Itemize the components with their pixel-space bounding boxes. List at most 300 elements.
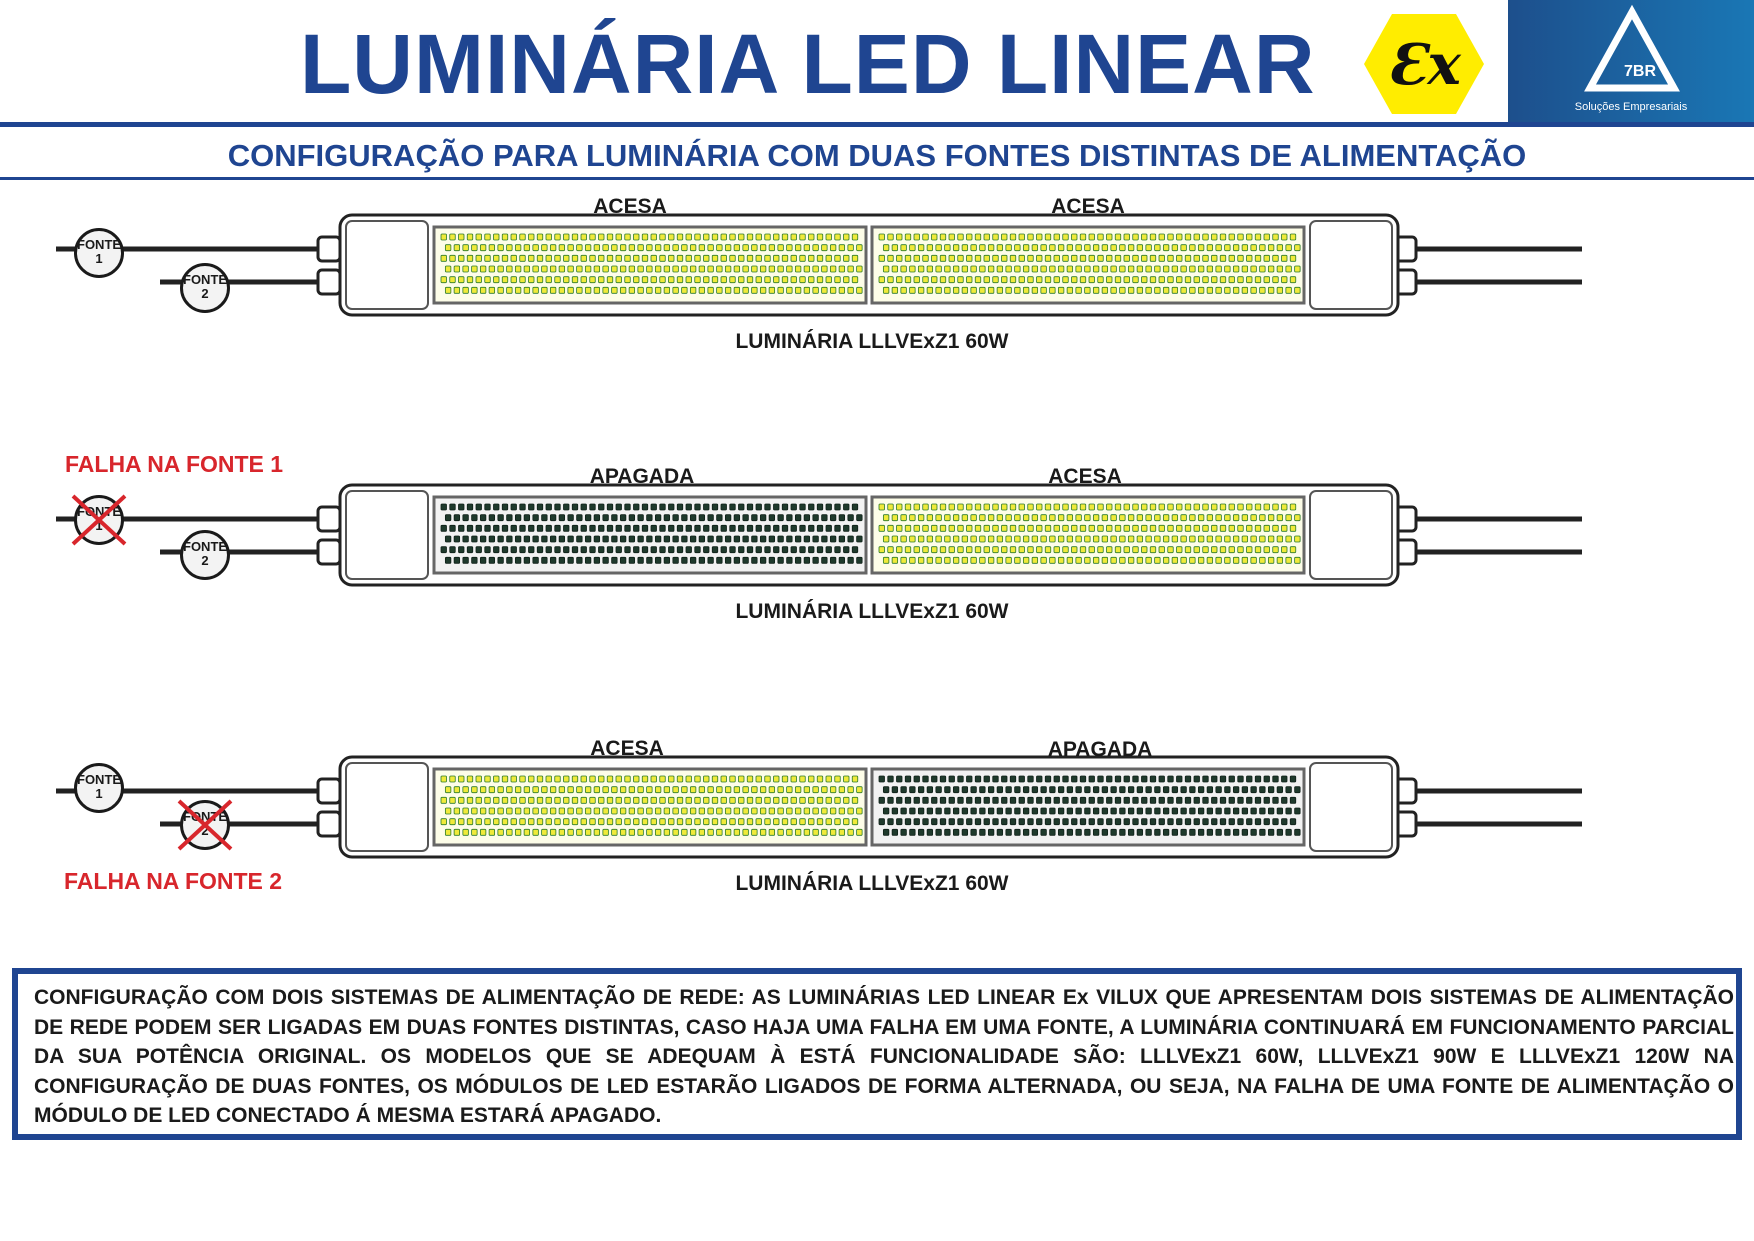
led-chip-icon bbox=[892, 557, 898, 563]
led-chip-icon bbox=[1194, 255, 1200, 261]
led-chip-icon bbox=[809, 547, 815, 553]
led-chip-icon bbox=[945, 557, 951, 563]
led-chip-icon bbox=[1181, 287, 1187, 293]
led-chip-icon bbox=[651, 547, 657, 553]
led-chip-icon bbox=[647, 536, 653, 542]
led-chip-icon bbox=[1260, 808, 1266, 814]
led-chip-icon bbox=[454, 829, 460, 835]
led-chip-icon bbox=[967, 547, 973, 553]
led-chip-icon bbox=[555, 776, 561, 782]
led-chip-icon bbox=[459, 525, 465, 531]
led-chip-icon bbox=[476, 255, 482, 261]
led-chip-icon bbox=[923, 797, 929, 803]
led-chip-icon bbox=[752, 245, 758, 251]
led-chip-icon bbox=[800, 234, 806, 240]
led-chip-icon bbox=[450, 797, 456, 803]
led-chip-icon bbox=[550, 536, 556, 542]
led-chip-icon bbox=[962, 536, 968, 542]
led-chip-icon bbox=[607, 525, 613, 531]
led-chip-icon bbox=[704, 797, 710, 803]
led-chip-icon bbox=[485, 525, 491, 531]
led-chip-icon bbox=[524, 787, 530, 793]
led-chip-icon bbox=[1247, 525, 1253, 531]
led-chip-icon bbox=[839, 287, 845, 293]
led-chip-icon bbox=[1277, 536, 1283, 542]
led-chip-icon bbox=[712, 547, 718, 553]
led-chip-icon bbox=[1177, 797, 1183, 803]
led-chip-icon bbox=[1177, 547, 1183, 553]
led-chip-icon bbox=[629, 829, 635, 835]
led-chip-icon bbox=[642, 776, 648, 782]
led-chip-icon bbox=[897, 277, 903, 283]
led-chip-icon bbox=[673, 557, 679, 563]
led-chip-icon bbox=[1229, 797, 1235, 803]
led-chip-icon bbox=[507, 266, 513, 272]
led-chip-icon bbox=[1115, 547, 1121, 553]
led-chip-icon bbox=[704, 525, 710, 531]
led-chip-icon bbox=[625, 776, 631, 782]
led-chip-icon bbox=[1295, 808, 1301, 814]
led-chip-icon bbox=[594, 287, 600, 293]
led-chip-icon bbox=[830, 287, 836, 293]
led-chip-icon bbox=[581, 819, 587, 825]
led-chip-icon bbox=[699, 557, 705, 563]
led-chip-icon bbox=[1037, 776, 1043, 782]
led-chip-icon bbox=[760, 787, 766, 793]
led-chip-icon bbox=[936, 557, 942, 563]
led-chip-icon bbox=[945, 515, 951, 521]
led-chip-icon bbox=[1128, 245, 1134, 251]
led-chip-icon bbox=[629, 536, 635, 542]
led-chip-icon bbox=[752, 829, 758, 835]
led-chip-icon bbox=[1146, 557, 1152, 563]
led-chip-icon bbox=[1058, 808, 1064, 814]
led-chip-icon bbox=[1146, 287, 1152, 293]
led-chip-icon bbox=[1185, 277, 1191, 283]
led-chip-icon bbox=[625, 277, 631, 283]
led-chip-icon bbox=[743, 787, 749, 793]
led-chip-icon bbox=[967, 277, 973, 283]
led-chip-icon bbox=[568, 557, 574, 563]
led-chip-icon bbox=[782, 277, 788, 283]
led-chip-icon bbox=[756, 525, 762, 531]
led-chip-icon bbox=[1115, 504, 1121, 510]
led-chip-icon bbox=[599, 797, 605, 803]
led-chip-icon bbox=[760, 557, 766, 563]
led-chip-icon bbox=[1203, 797, 1209, 803]
led-chip-icon bbox=[848, 287, 854, 293]
led-chip-icon bbox=[616, 776, 622, 782]
led-chip-icon bbox=[642, 525, 648, 531]
led-chip-icon bbox=[971, 266, 977, 272]
led-chip-icon bbox=[664, 515, 670, 521]
led-chip-icon bbox=[1124, 797, 1130, 803]
led-chip-icon bbox=[1050, 245, 1056, 251]
led-chip-icon bbox=[1290, 277, 1296, 283]
led-chip-icon bbox=[795, 829, 801, 835]
led-chip-icon bbox=[712, 255, 718, 261]
scenario-1-fonte-1-badge bbox=[74, 228, 124, 278]
led-chip-icon bbox=[1006, 557, 1012, 563]
led-chip-icon bbox=[686, 797, 692, 803]
led-chip-icon bbox=[975, 547, 981, 553]
led-chip-icon bbox=[905, 797, 911, 803]
led-chip-icon bbox=[1089, 255, 1095, 261]
led-chip-icon bbox=[459, 797, 465, 803]
led-chip-icon bbox=[1067, 515, 1073, 521]
led-chip-icon bbox=[765, 525, 771, 531]
led-chip-icon bbox=[1115, 525, 1121, 531]
led-chip-icon bbox=[927, 536, 933, 542]
led-chip-icon bbox=[1273, 255, 1279, 261]
led-chip-icon bbox=[524, 829, 530, 835]
led-chip-icon bbox=[1028, 504, 1034, 510]
led-chip-icon bbox=[988, 245, 994, 251]
led-chip-icon bbox=[1273, 819, 1279, 825]
led-chip-icon bbox=[559, 829, 565, 835]
led-chip-icon bbox=[695, 277, 701, 283]
led-chip-icon bbox=[682, 266, 688, 272]
led-chip-icon bbox=[949, 547, 955, 553]
led-chip-icon bbox=[616, 277, 622, 283]
led-chip-icon bbox=[1159, 819, 1165, 825]
led-chip-icon bbox=[1238, 819, 1244, 825]
led-chip-icon bbox=[953, 245, 959, 251]
led-chip-icon bbox=[774, 776, 780, 782]
led-chip-icon bbox=[932, 797, 938, 803]
led-chip-icon bbox=[1080, 776, 1086, 782]
led-chip-icon bbox=[638, 287, 644, 293]
led-chip-icon bbox=[936, 808, 942, 814]
led-chip-icon bbox=[1037, 525, 1043, 531]
led-chip-icon bbox=[577, 787, 583, 793]
led-chip-icon bbox=[1255, 776, 1261, 782]
led-chip-icon bbox=[585, 245, 591, 251]
led-chip-icon bbox=[892, 266, 898, 272]
led-chip-icon bbox=[480, 829, 486, 835]
led-chip-icon bbox=[787, 787, 793, 793]
led-chip-icon bbox=[756, 255, 762, 261]
led-chip-icon bbox=[537, 547, 543, 553]
led-chip-icon bbox=[1150, 797, 1156, 803]
led-chip-icon bbox=[1264, 776, 1270, 782]
led-chip-icon bbox=[1286, 808, 1292, 814]
led-chip-icon bbox=[1163, 245, 1169, 251]
led-chip-icon bbox=[857, 266, 863, 272]
left-led-module bbox=[434, 497, 866, 573]
led-chip-icon bbox=[564, 504, 570, 510]
led-chip-icon bbox=[1255, 234, 1261, 240]
led-chip-icon bbox=[603, 829, 609, 835]
led-chip-icon bbox=[1190, 808, 1196, 814]
led-chip-icon bbox=[756, 797, 762, 803]
led-chip-icon bbox=[1032, 245, 1038, 251]
led-chip-icon bbox=[515, 557, 521, 563]
led-chip-icon bbox=[1098, 277, 1104, 283]
led-chip-icon bbox=[962, 266, 968, 272]
led-chip-icon bbox=[800, 797, 806, 803]
led-chip-icon bbox=[1032, 515, 1038, 521]
led-chip-icon bbox=[524, 266, 530, 272]
led-chip-icon bbox=[1142, 525, 1148, 531]
led-chip-icon bbox=[826, 255, 832, 261]
led-chip-icon bbox=[590, 255, 596, 261]
led-chip-icon bbox=[1054, 776, 1060, 782]
led-chip-icon bbox=[494, 797, 500, 803]
led-chip-icon bbox=[1006, 266, 1012, 272]
led-chip-icon bbox=[835, 547, 841, 553]
brand-logo-text: 7BR bbox=[1623, 63, 1657, 80]
led-chip-icon bbox=[1242, 515, 1248, 521]
led-chip-icon bbox=[542, 287, 548, 293]
led-chip-icon bbox=[1124, 234, 1130, 240]
led-chip-icon bbox=[616, 525, 622, 531]
led-chip-icon bbox=[971, 287, 977, 293]
led-chip-icon bbox=[830, 787, 836, 793]
led-chip-icon bbox=[1150, 547, 1156, 553]
led-chip-icon bbox=[599, 277, 605, 283]
led-chip-icon bbox=[857, 787, 863, 793]
led-chip-icon bbox=[1207, 245, 1213, 251]
led-chip-icon bbox=[607, 819, 613, 825]
led-chip-icon bbox=[695, 819, 701, 825]
led-chip-icon bbox=[625, 819, 631, 825]
led-chip-icon bbox=[1093, 515, 1099, 521]
led-chip-icon bbox=[599, 819, 605, 825]
led-chip-icon bbox=[760, 245, 766, 251]
led-chip-icon bbox=[813, 557, 819, 563]
led-chip-icon bbox=[1089, 776, 1095, 782]
led-chip-icon bbox=[769, 245, 775, 251]
led-chip-icon bbox=[1076, 287, 1082, 293]
led-chip-icon bbox=[1063, 797, 1069, 803]
led-chip-icon bbox=[1010, 277, 1016, 283]
led-chip-icon bbox=[975, 819, 981, 825]
led-chip-icon bbox=[651, 797, 657, 803]
led-chip-icon bbox=[568, 515, 574, 521]
led-chip-icon bbox=[1260, 287, 1266, 293]
led-chip-icon bbox=[441, 547, 447, 553]
led-chip-icon bbox=[1168, 255, 1174, 261]
led-chip-icon bbox=[774, 255, 780, 261]
led-chip-icon bbox=[1023, 515, 1029, 521]
led-chip-icon bbox=[1002, 504, 1008, 510]
led-chip-icon bbox=[686, 776, 692, 782]
led-chip-icon bbox=[852, 776, 858, 782]
led-chip-icon bbox=[520, 819, 526, 825]
led-chip-icon bbox=[642, 797, 648, 803]
led-chip-icon bbox=[585, 287, 591, 293]
led-chip-icon bbox=[804, 829, 810, 835]
led-chip-icon bbox=[655, 287, 661, 293]
led-chip-icon bbox=[1150, 525, 1156, 531]
led-chip-icon bbox=[1264, 547, 1270, 553]
led-chip-icon bbox=[647, 808, 653, 814]
led-chip-icon bbox=[839, 266, 845, 272]
led-chip-icon bbox=[603, 266, 609, 272]
led-chip-icon bbox=[559, 266, 565, 272]
led-chip-icon bbox=[634, 277, 640, 283]
led-chip-icon bbox=[1290, 255, 1296, 261]
led-chip-icon bbox=[940, 234, 946, 240]
led-chip-icon bbox=[494, 819, 500, 825]
led-chip-icon bbox=[940, 255, 946, 261]
led-chip-icon bbox=[542, 808, 548, 814]
led-chip-icon bbox=[502, 547, 508, 553]
led-chip-icon bbox=[1181, 829, 1187, 835]
led-chip-icon bbox=[1080, 277, 1086, 283]
led-chip-icon bbox=[1212, 504, 1218, 510]
led-chip-icon bbox=[1142, 776, 1148, 782]
led-chip-icon bbox=[1045, 525, 1051, 531]
led-chip-icon bbox=[945, 829, 951, 835]
led-chip-icon bbox=[450, 234, 456, 240]
led-chip-icon bbox=[1128, 266, 1134, 272]
led-chip-icon bbox=[480, 808, 486, 814]
led-chip-icon bbox=[699, 787, 705, 793]
led-chip-icon bbox=[664, 829, 670, 835]
led-chip-icon bbox=[546, 819, 552, 825]
led-chip-icon bbox=[1216, 808, 1222, 814]
led-chip-icon bbox=[721, 776, 727, 782]
led-chip-icon bbox=[734, 536, 740, 542]
led-chip-icon bbox=[1045, 504, 1051, 510]
led-chip-icon bbox=[905, 277, 911, 283]
led-chip-icon bbox=[1076, 515, 1082, 521]
led-chip-icon bbox=[682, 808, 688, 814]
led-chip-icon bbox=[1198, 287, 1204, 293]
led-chip-icon bbox=[1054, 255, 1060, 261]
led-chip-icon bbox=[1098, 255, 1104, 261]
led-chip-icon bbox=[927, 266, 933, 272]
led-chip-icon bbox=[997, 536, 1003, 542]
led-chip-icon bbox=[817, 819, 823, 825]
led-chip-icon bbox=[1045, 819, 1051, 825]
led-chip-icon bbox=[988, 808, 994, 814]
led-chip-icon bbox=[813, 515, 819, 521]
scenario-2-left-state: APAGADA bbox=[589, 465, 695, 488]
led-chip-icon bbox=[756, 504, 762, 510]
led-chip-icon bbox=[1063, 776, 1069, 782]
led-chip-icon bbox=[515, 829, 521, 835]
led-chip-icon bbox=[883, 557, 889, 563]
led-chip-icon bbox=[520, 547, 526, 553]
led-chip-icon bbox=[888, 547, 894, 553]
led-chip-icon bbox=[879, 504, 885, 510]
led-chip-icon bbox=[997, 287, 1003, 293]
led-chip-icon bbox=[1045, 797, 1051, 803]
led-chip-icon bbox=[1023, 557, 1029, 563]
led-chip-icon bbox=[949, 819, 955, 825]
led-chip-icon bbox=[445, 515, 451, 521]
led-chip-icon bbox=[603, 245, 609, 251]
led-chip-icon bbox=[778, 245, 784, 251]
led-chip-icon bbox=[1190, 557, 1196, 563]
led-chip-icon bbox=[1146, 808, 1152, 814]
led-chip-icon bbox=[690, 266, 696, 272]
led-chip-icon bbox=[441, 234, 447, 240]
led-chip-icon bbox=[494, 277, 500, 283]
led-chip-icon bbox=[1155, 787, 1161, 793]
led-chip-icon bbox=[572, 277, 578, 283]
led-chip-icon bbox=[577, 808, 583, 814]
led-chip-icon bbox=[607, 277, 613, 283]
scenario-3-right-state: APAGADA bbox=[1047, 738, 1153, 761]
led-chip-icon bbox=[1268, 808, 1274, 814]
led-chip-icon bbox=[1255, 277, 1261, 283]
led-chip-icon bbox=[682, 829, 688, 835]
led-chip-icon bbox=[809, 797, 815, 803]
led-chip-icon bbox=[945, 808, 951, 814]
fonte-number: 1 bbox=[95, 518, 103, 533]
led-chip-icon bbox=[988, 287, 994, 293]
led-chip-icon bbox=[1181, 266, 1187, 272]
led-chip-icon bbox=[923, 547, 929, 553]
led-chip-icon bbox=[485, 797, 491, 803]
led-chip-icon bbox=[1063, 547, 1069, 553]
led-chip-icon bbox=[901, 266, 907, 272]
led-chip-icon bbox=[669, 776, 675, 782]
led-chip-icon bbox=[664, 557, 670, 563]
led-chip-icon bbox=[945, 266, 951, 272]
led-chip-icon bbox=[564, 819, 570, 825]
led-chip-icon bbox=[1085, 829, 1091, 835]
fonte-number: 2 bbox=[201, 286, 209, 301]
led-chip-icon bbox=[975, 504, 981, 510]
led-chip-icon bbox=[625, 234, 631, 240]
led-chip-icon bbox=[914, 776, 920, 782]
led-chip-icon bbox=[655, 557, 661, 563]
led-chip-icon bbox=[830, 557, 836, 563]
led-chip-icon bbox=[1019, 525, 1025, 531]
led-chip-icon bbox=[839, 515, 845, 521]
led-chip-icon bbox=[1142, 277, 1148, 283]
led-chip-icon bbox=[1015, 266, 1021, 272]
led-chip-icon bbox=[1295, 287, 1301, 293]
led-chip-icon bbox=[1212, 234, 1218, 240]
led-chip-icon bbox=[1194, 819, 1200, 825]
led-chip-icon bbox=[717, 557, 723, 563]
led-chip-icon bbox=[1203, 547, 1209, 553]
led-chip-icon bbox=[485, 547, 491, 553]
page-subtitle: CONFIGURAÇÃO PARA LUMINÁRIA COM DUAS FONTES DISTINTAS DE ALIMENTAÇÃO bbox=[227, 138, 1527, 173]
led-chip-icon bbox=[1233, 536, 1239, 542]
led-chip-icon bbox=[1146, 536, 1152, 542]
scenario-3-left-state: ACESA bbox=[590, 737, 664, 760]
led-chip-icon bbox=[634, 234, 640, 240]
led-chip-icon bbox=[739, 776, 745, 782]
led-chip-icon bbox=[1093, 829, 1099, 835]
led-chip-icon bbox=[542, 829, 548, 835]
led-chip-icon bbox=[997, 245, 1003, 251]
led-chip-icon bbox=[1220, 797, 1226, 803]
led-chip-icon bbox=[1107, 234, 1113, 240]
led-chip-icon bbox=[1050, 808, 1056, 814]
led-chip-icon bbox=[441, 525, 447, 531]
led-chip-icon bbox=[472, 787, 478, 793]
led-chip-icon bbox=[1010, 234, 1016, 240]
led-chip-icon bbox=[1072, 525, 1078, 531]
led-chip-icon bbox=[949, 525, 955, 531]
led-chip-icon bbox=[502, 504, 508, 510]
led-chip-icon bbox=[1032, 557, 1038, 563]
led-chip-icon bbox=[651, 277, 657, 283]
led-chip-icon bbox=[533, 536, 539, 542]
led-chip-icon bbox=[620, 808, 626, 814]
led-chip-icon bbox=[590, 234, 596, 240]
led-chip-icon bbox=[704, 504, 710, 510]
led-chip-icon bbox=[1124, 525, 1130, 531]
